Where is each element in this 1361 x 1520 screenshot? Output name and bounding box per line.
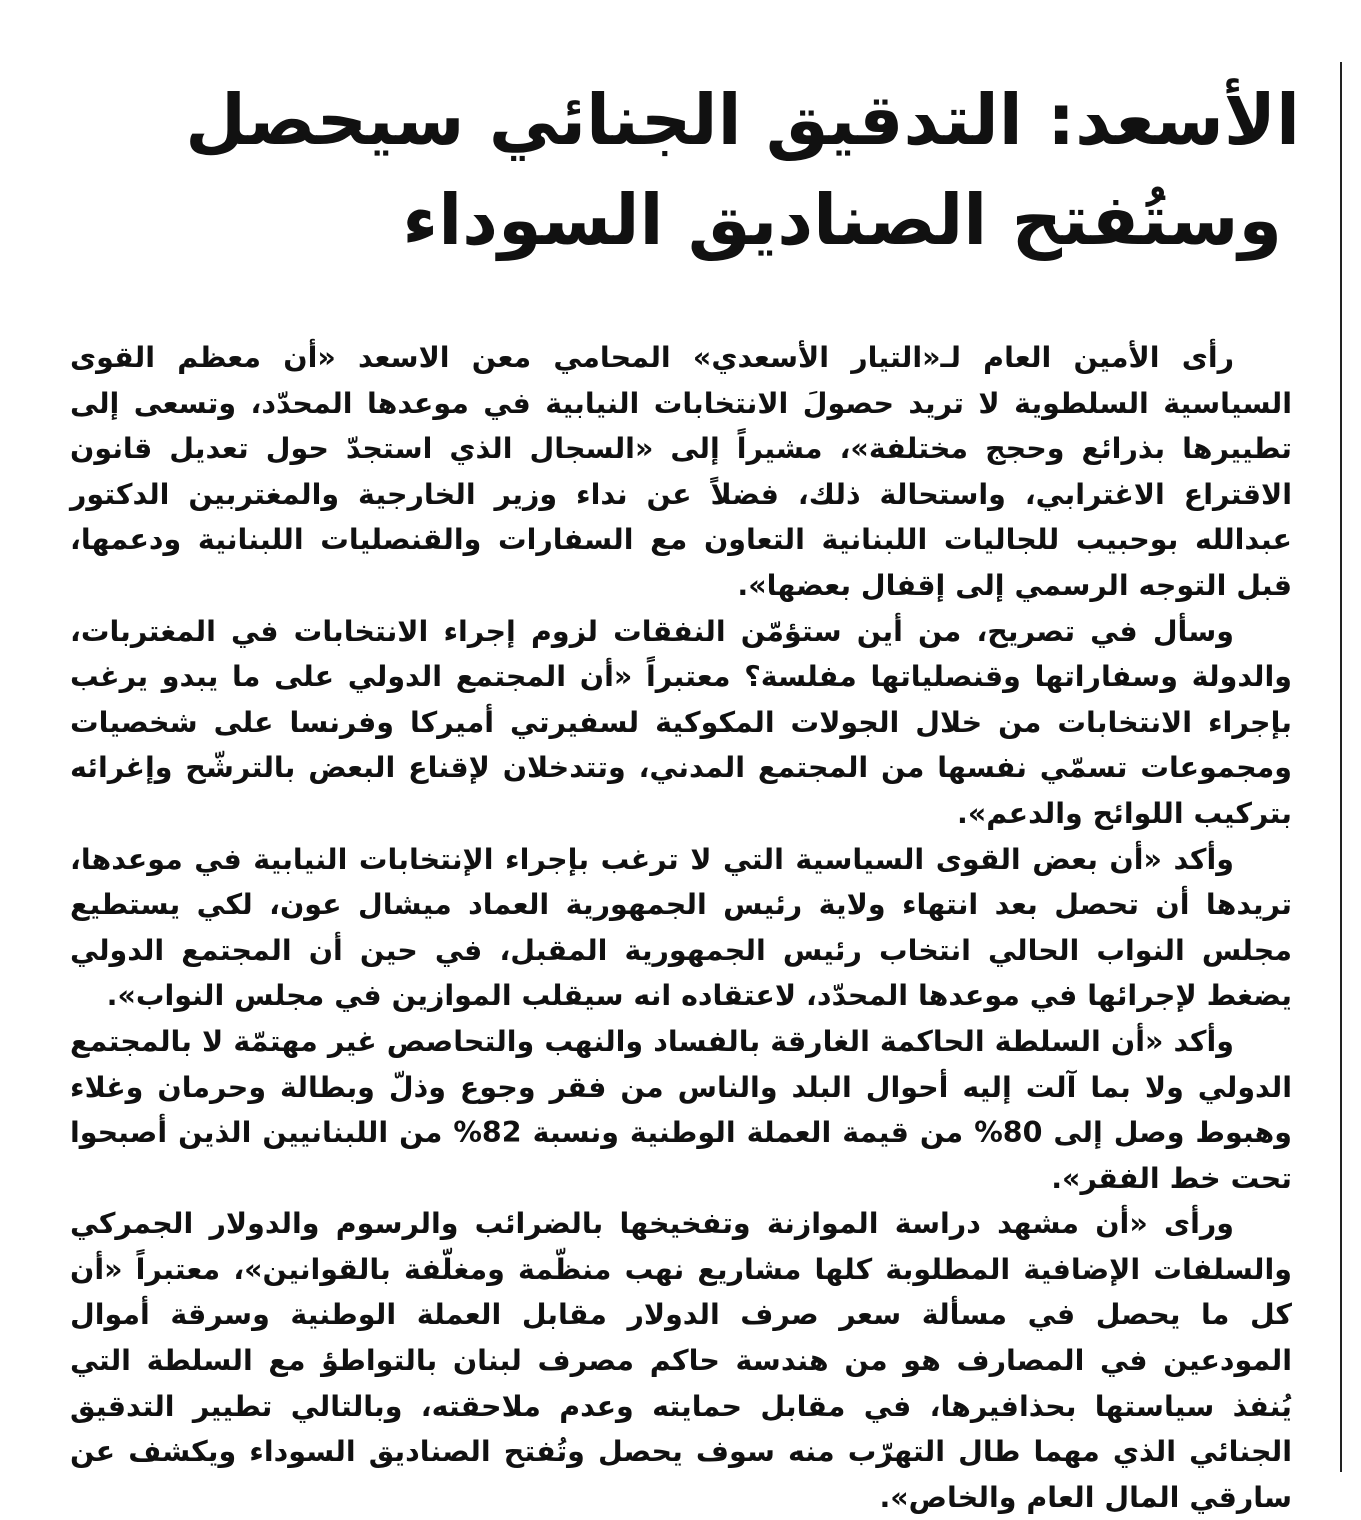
paragraph-4: وأكد «أن السلطة الحاكمة الغارقة بالفساد والنهب والتحاصص غير مهتمّة لا بالمجتمع الدولي ولا بما آلت إليه أحوال البلد والناس من فقر وجوع وذلّ وبطالة وحرمان وغلاء وهبوط وصل إلى 80% من قيمة العملة الوطنية ونسبة 82% من اللبنانيين الذين أصبحوا تحت خط الفقر». (70, 1024, 1292, 1195)
headline (185, 70, 1300, 270)
column-rule (1340, 62, 1342, 1472)
paragraph-1: رأى الأمين العام لـ«التيار الأسعدي» المحامي معن الاسعد «أن معظم القوى السياسية السلطوية لا تريد حصولَ الانتخابات النيابية في موعدها المحدّد، وتسعى إلى تطييرها بذرائع وحجج مختلفة»، مشيراً إلى «السجال الذي استجدّ حول تعديل قانون الاقتراع الاغترابي، واستحالة ذلك، فضلاً عن نداء وزير الخارجية والمغتربين الدكتور عبدالله بوحبيب للجاليات اللبنانية التعاون مع السفارات والقنصليات اللبنانية ودعمها، قبل التوجه الرسمي إلى إقفال بعضها». (70, 341, 1292, 602)
paragraph-2: وسأل في تصريح، من أين ستؤمّن النفقات لزوم إجراء الانتخابات في المغتربات، والدولة وسفاراتها وقنصلياتها مفلسة؟ معتبراً «أن المجتمع الدولي على ما يبدو يرغب بإجراء الانتخابات من خلال الجولات المكوكية لسفيرتي أميركا وفرنسا على شخصيات ومجموعات تسمّي نفسها من المجتمع المدني، وتتدخلان لإقناع البعض بالترشّح وإغرائه بتركيب اللوائح والدعم». (70, 614, 1292, 830)
paragraph-5: ورأى «أن مشهد دراسة الموازنة وتفخيخها بالضرائب والرسوم والدولار الجمركي والسلفات الإضافية المطلوبة كلها مشاريع نهب منظّمة ومغلّفة بالقوانين»، معتبراً «أن كل ما يحصل في مسألة سعر صرف الدولار مقابل العملة الوطنية وسرقة أموال المودعين في المصارف هو من هندسة حاكم مصرف لبنان بالتواطؤ مع السلطة التي يُنفذ سياستها بحذافيرها، في مقابل حمايته وعدم ملاحقته، وبالتالي تطيير التدقيق الجنائي الذي مهما طال التهرّب منه سوف يحصل وتُفتح الصناديق السوداء ويكشف عن سارقي المال العام والخاص». (70, 1207, 1292, 1514)
paragraph-3: وأكد «أن بعض القوى السياسية التي لا ترغب بإجراء الإنتخابات النيابية في موعدها، تريدها أن تحصل بعد انتهاء ولاية رئيس الجمهورية العماد ميشال عون، لكي يستطيع مجلس النواب الحالي انتخاب رئيس الجمهورية المقبل، في حين أن المجتمع الدولي يضغط لإجرائها في موعدها المحدّد، لاعتقاده انه سيقلب الموازين في مجلس النواب». (70, 842, 1292, 1013)
headline-line-1: الأسعد: التدقيق الجنائي سيحصل (185, 79, 1300, 161)
article-body (70, 335, 1292, 1520)
headline-line-2: وستُفتح الصناديق السوداء (402, 179, 1282, 261)
